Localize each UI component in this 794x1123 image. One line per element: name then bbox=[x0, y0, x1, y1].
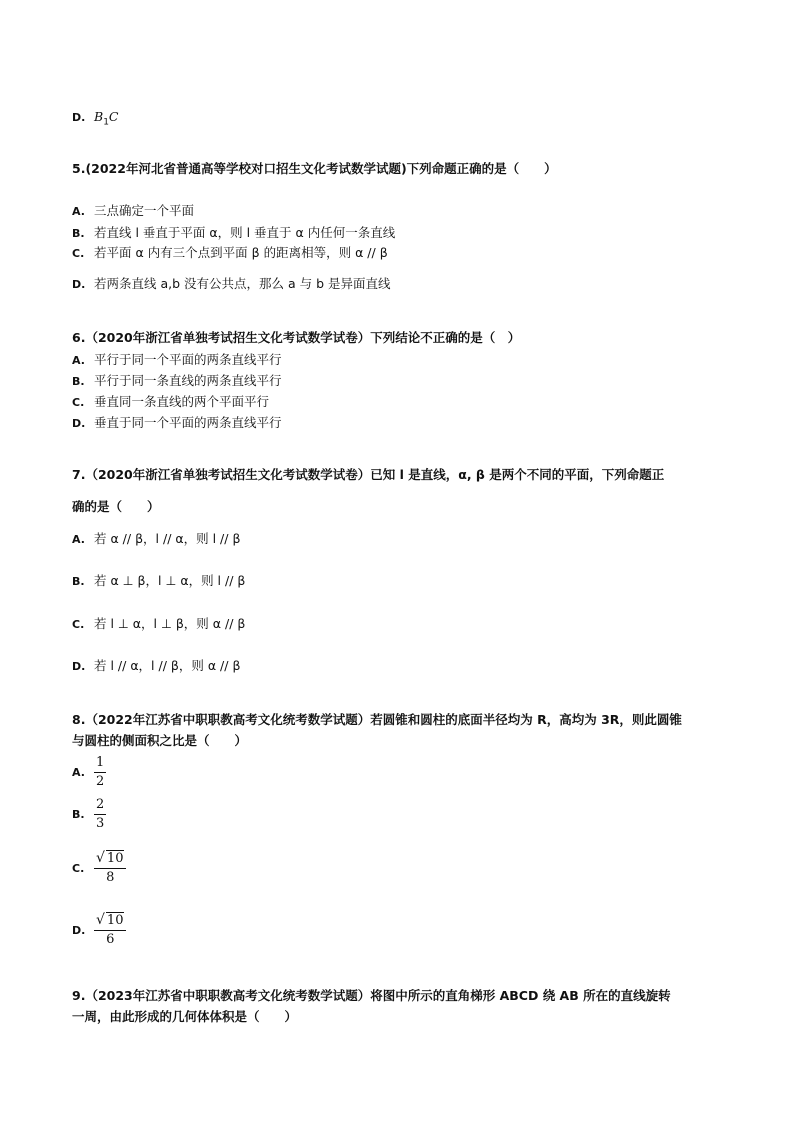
option-label: C. bbox=[72, 396, 85, 409]
q6-option-a bbox=[72, 352, 282, 369]
option-text: 若 α ⊥ β，l ⊥ α，则 l // β bbox=[94, 573, 246, 588]
option-text: 垂直于同一个平面的两条直线平行 bbox=[94, 415, 282, 430]
q6-option-c bbox=[72, 394, 269, 411]
option-label: D. bbox=[72, 923, 86, 937]
option-label: B. bbox=[72, 575, 85, 588]
sqrt-sign: √ bbox=[96, 912, 105, 928]
option-text: 平行于同一个平面的两条直线平行 bbox=[94, 352, 282, 367]
numerator bbox=[94, 849, 126, 869]
fraction bbox=[94, 911, 126, 949]
q5-option-b bbox=[72, 225, 395, 242]
option-label: D. bbox=[72, 278, 86, 291]
option-label: B. bbox=[72, 227, 85, 240]
q7-option-b bbox=[72, 573, 245, 590]
fraction bbox=[94, 754, 106, 791]
q5-option-d bbox=[72, 276, 391, 293]
option-label: C. bbox=[72, 618, 85, 631]
q9-stem-line1: 9.（2023年江苏省中职职教高考文化统考数学试题）将图中所示的直角梯形 ABCD 绕 AB 所在的直线旋转 bbox=[72, 988, 671, 1003]
option-text: 垂直同一条直线的两个平面平行 bbox=[94, 394, 270, 409]
option-label: C. bbox=[72, 861, 85, 875]
option-text: 若 α // β，l // α，则 l // β bbox=[94, 531, 241, 546]
q5-option-a bbox=[72, 203, 194, 220]
fraction bbox=[94, 796, 106, 833]
option-label: B. bbox=[72, 808, 85, 821]
option-text: 若平面 α 内有三个点到平面 β 的距离相等，则 α // β bbox=[94, 245, 388, 260]
q7-stem-line2: 确的是（ ） bbox=[72, 499, 160, 514]
q5-option-c bbox=[72, 245, 388, 262]
denominator: 6 bbox=[106, 932, 115, 947]
q6-stem: 6.（2020年浙江省单独考试招生文化考试数学试卷）下列结论不正确的是（ ） bbox=[72, 330, 521, 345]
option-label: B. bbox=[72, 375, 85, 388]
math-b: B bbox=[94, 109, 104, 124]
q8-option-b bbox=[72, 796, 106, 833]
q8-stem-line2: 与圆柱的侧面积之比是（ ） bbox=[72, 733, 248, 748]
option-text: 平行于同一条直线的两条直线平行 bbox=[94, 373, 282, 388]
option-label: D. bbox=[72, 111, 86, 124]
q7-option-c bbox=[72, 616, 245, 633]
fraction bbox=[94, 849, 126, 887]
radicand: 10 bbox=[106, 851, 124, 866]
option-label: D. bbox=[72, 660, 86, 673]
q7-option-a bbox=[72, 531, 240, 548]
option-label: A. bbox=[72, 533, 85, 546]
option-text: 若 l // α，l // β，则 α // β bbox=[94, 658, 241, 673]
q9-stem-line2: 一周，由此形成的几何体体积是（ ） bbox=[72, 1009, 298, 1024]
q8-stem-line1: 8.（2022年江苏省中职职教高考文化统考数学试题）若圆锥和圆柱的底面半径均为 R，高均为 3R，则此圆锥 bbox=[72, 712, 682, 727]
math-subscript: 1 bbox=[103, 117, 109, 128]
q8-option-a bbox=[72, 754, 106, 791]
q8-option-c bbox=[72, 849, 126, 887]
option-label: C. bbox=[72, 247, 85, 260]
denominator: 8 bbox=[106, 870, 115, 885]
q6-option-b bbox=[72, 373, 282, 390]
option-text: 若直线 l 垂直于平面 α，则 l 垂直于 α 内任何一条直线 bbox=[94, 225, 396, 240]
option-text: 若两条直线 a,b 没有公共点，那么 a 与 b 是异面直线 bbox=[94, 276, 391, 291]
option-label: D. bbox=[72, 417, 86, 430]
option-label: A. bbox=[72, 766, 85, 779]
math-c: C bbox=[108, 109, 119, 124]
option-label: A. bbox=[72, 205, 85, 218]
option-label: A. bbox=[72, 354, 85, 367]
radicand: 10 bbox=[106, 913, 124, 928]
q5-stem: 5.(2022年河北省普通高等学校对口招生文化考试数学试题)下列命题正确的是（ ） bbox=[72, 161, 557, 176]
numerator: 2 bbox=[94, 796, 106, 815]
q7-option-d bbox=[72, 658, 240, 675]
q8-option-d bbox=[72, 911, 126, 949]
option-text: 三点确定一个平面 bbox=[94, 203, 195, 218]
q6-option-d bbox=[72, 415, 282, 432]
numerator bbox=[94, 911, 126, 931]
denominator: 2 bbox=[96, 774, 105, 789]
numerator: 1 bbox=[94, 754, 106, 773]
option-text: 若 l ⊥ α，l ⊥ β，则 α // β bbox=[94, 616, 246, 631]
sqrt-sign: √ bbox=[96, 850, 105, 866]
prev-option-d bbox=[72, 109, 119, 131]
denominator: 3 bbox=[96, 816, 105, 831]
q7-stem-line1: 7.（2020年浙江省单独考试招生文化考试数学试卷）已知 l 是直线，α, β 是两个不同的平面，下列命题正 bbox=[72, 467, 665, 482]
